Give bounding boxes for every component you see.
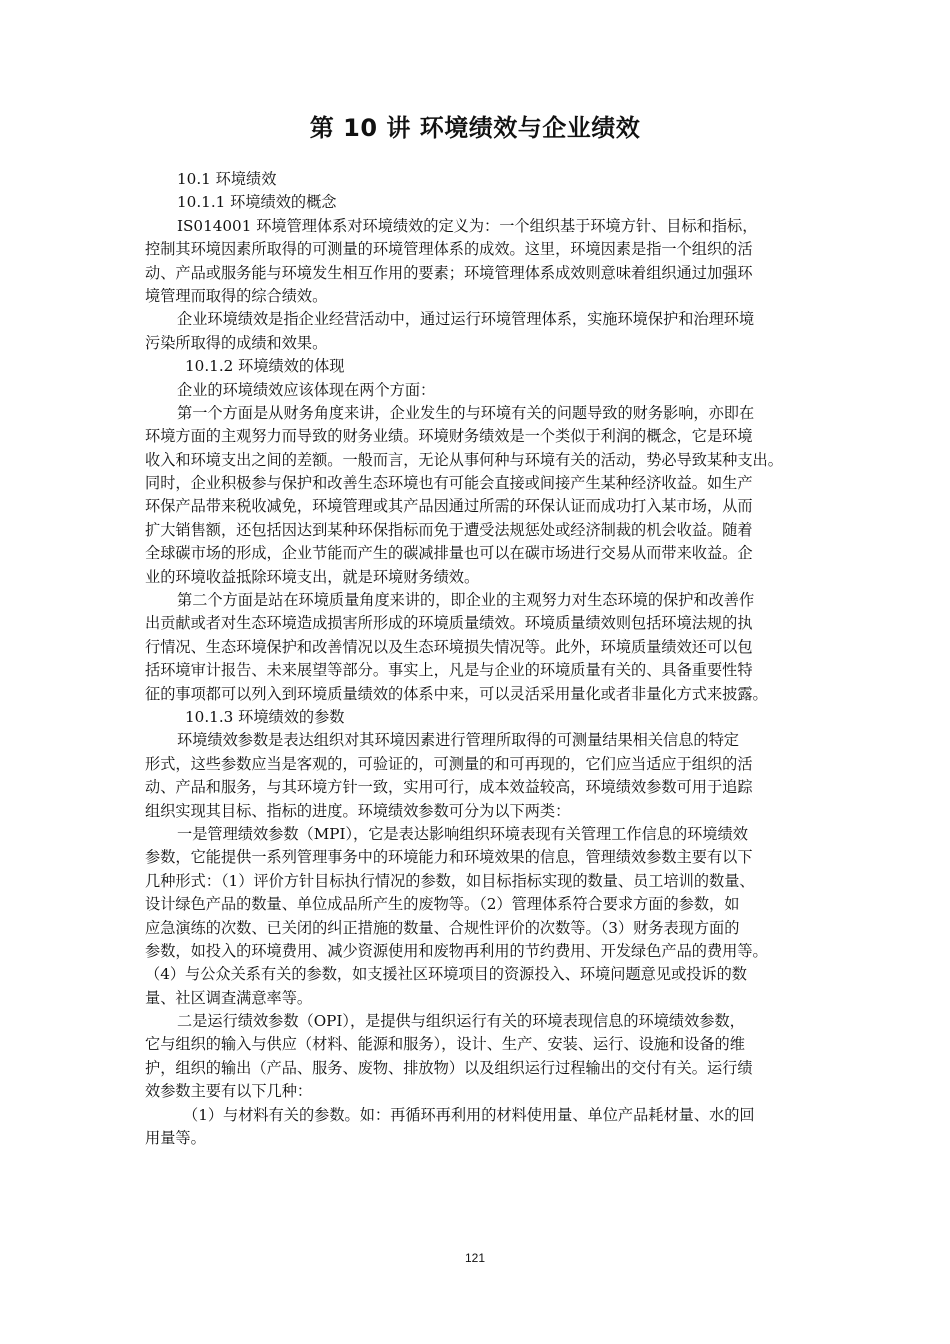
text-line: 组织实现其目标、指标的进度。环境绩效参数可分为以下两类：: [145, 801, 571, 820]
text-line: IS014001 环境管理体系对环境绩效的定义为：一个组织基于环境方针、目标和指标，: [177, 216, 758, 235]
text-line: 全球碳市场的形成，企业节能而产生的碳减排量也可以在碳市场进行交易从而带来收益。企: [145, 544, 753, 563]
text-line: 企业环境绩效是指企业经营活动中，通过运行环境管理体系，实施环境保护和治理环境: [177, 310, 755, 329]
text-line: 扩大销售额，还包括因达到某种环保指标而免于遭受法规惩处或经济制裁的机会收益。随着: [145, 520, 753, 539]
text-line: 量、社区调查满意率等。: [145, 988, 313, 1007]
section-heading: 10.1 环境绩效: [177, 170, 277, 188]
text-line: 动、产品或服务能与环境发生相互作用的要素；环境管理体系成效则意味着组织通过加强环: [145, 263, 753, 282]
text-line: 效参数主要有以下几种：: [145, 1082, 313, 1101]
text-line: 业的环境收益抵除环境支出，就是环境财务绩效。: [145, 567, 480, 586]
text-line: 行情况、生态环境保护和改善情况以及生态环境损失情况等。此外，环境质量绩效还可以包: [145, 637, 753, 656]
text-line: 第一个方面是从财务角度来讲，企业发生的与环境有关的问题导致的财务影响，亦即在: [177, 403, 755, 422]
page-number: 121: [464, 1251, 486, 1265]
text-line: 第二个方面是站在环境质量角度来讲的，即企业的主观努力对生态环境的保护和改善作: [177, 591, 755, 610]
page-title: 第 10 讲 环境绩效与企业绩效: [309, 114, 641, 142]
text-line: 污染所取得的成绩和效果。: [145, 333, 328, 352]
text-line: 几种形式：（1）评价方针目标执行情况的参数，如目标指标实现的数量、员工培训的数量、: [145, 871, 755, 890]
text-line: 它与组织的输入与供应（材料、能源和服务），设计、生产、安装、运行、设施和设备的维: [145, 1035, 745, 1054]
text-line: 参数，它能提供一系列管理事务中的环境能力和环境效果的信息，管理绩效参数主要有以下: [145, 848, 753, 867]
text-line: 企业的环境绩效应该体现在两个方面：: [177, 380, 436, 399]
text-line: 括环境审计报告、未来展望等部分。事实上，凡是与企业的环境质量有关的、具备重要性特: [145, 661, 753, 680]
text-line: 环境方面的主观努力而导致的财务业绩。环境财务绩效是一个类似于利润的概念，它是环境: [145, 427, 753, 446]
text-line: 用量等。: [145, 1129, 206, 1148]
subsection-heading: 10.1.3 环境绩效的参数: [185, 707, 345, 726]
text-line: 二是运行绩效参数（OPI），是提供与组织运行有关的环境表现信息的环境绩效参数，: [177, 1012, 745, 1031]
text-line: （4）与公众关系有关的参数，如支援社区环境项目的资源投入、环境问题意见或投诉的数: [145, 965, 747, 984]
text-line: （1）与材料有关的参数。如：再循环再利用的材料使用量、单位产品耗材量、水的回: [183, 1105, 755, 1124]
subsection-heading: 10.1.1 环境绩效的概念: [177, 193, 337, 212]
text-line: 环保产品带来税收减免，环境管理或其产品因通过所需的环保认证而成功打入某市场，从而: [145, 497, 753, 516]
text-line: 收入和环境支出之间的差额。一般而言，无论从事何种与环境有关的活动，势必导致某种支出。: [145, 450, 783, 469]
text-line: 征的事项都可以列入到环境质量绩效的体系中来，可以灵活采用量化或者非量化方式来披露。: [145, 684, 768, 703]
document-body: [145, 168, 810, 1150]
text-line: 出贡献或者对生态环境造成损害所形成的环境质量绩效。环境质量绩效则包括环境法规的执: [145, 614, 753, 633]
text-line: 环境绩效参数是表达组织对其环境因素进行管理所取得的可测量结果相关信息的特定: [177, 731, 739, 750]
text-line: 控制其环境因素所取得的可测量的环境管理体系的成效。这里，环境因素是指一个组织的活: [145, 240, 753, 259]
text-line: 应急演练的次数、已关闭的纠正措施的数量、合规性评价的次数等。（3）财务表现方面的: [145, 918, 740, 937]
text-line: 设计绿色产品的数量、单位成品所产生的废物等。（2）管理体系符合要求方面的参数，如: [145, 895, 740, 914]
text-line: 形式，这些参数应当是客观的，可验证的，可测量的和可再现的，它们应当适应于组织的活: [145, 754, 753, 773]
text-line: 护，组织的输出（产品、服务、废物、排放物）以及组织运行过程输出的交付有关。运行绩: [145, 1058, 753, 1077]
text-line: 同时，企业积极参与保护和改善生态环境也有可能会直接或间接产生某种经济收益。如生产: [145, 474, 753, 493]
text-line: 境管理而取得的综合绩效。: [145, 286, 328, 305]
subsection-heading: 10.1.2 环境绩效的体现: [185, 357, 345, 376]
text-line: 一是管理绩效参数（MPI），它是表达影响组织环境表现有关管理工作信息的环境绩效: [177, 824, 748, 843]
text-line: 参数，如投入的环境费用、减少资源使用和废物再利用的节约费用、开发绿色产品的费用等。: [145, 941, 768, 960]
text-line: 动、产品和服务，与其环境方针一致，实用可行，成本效益较高，环境绩效参数可用于追踪: [145, 778, 753, 797]
